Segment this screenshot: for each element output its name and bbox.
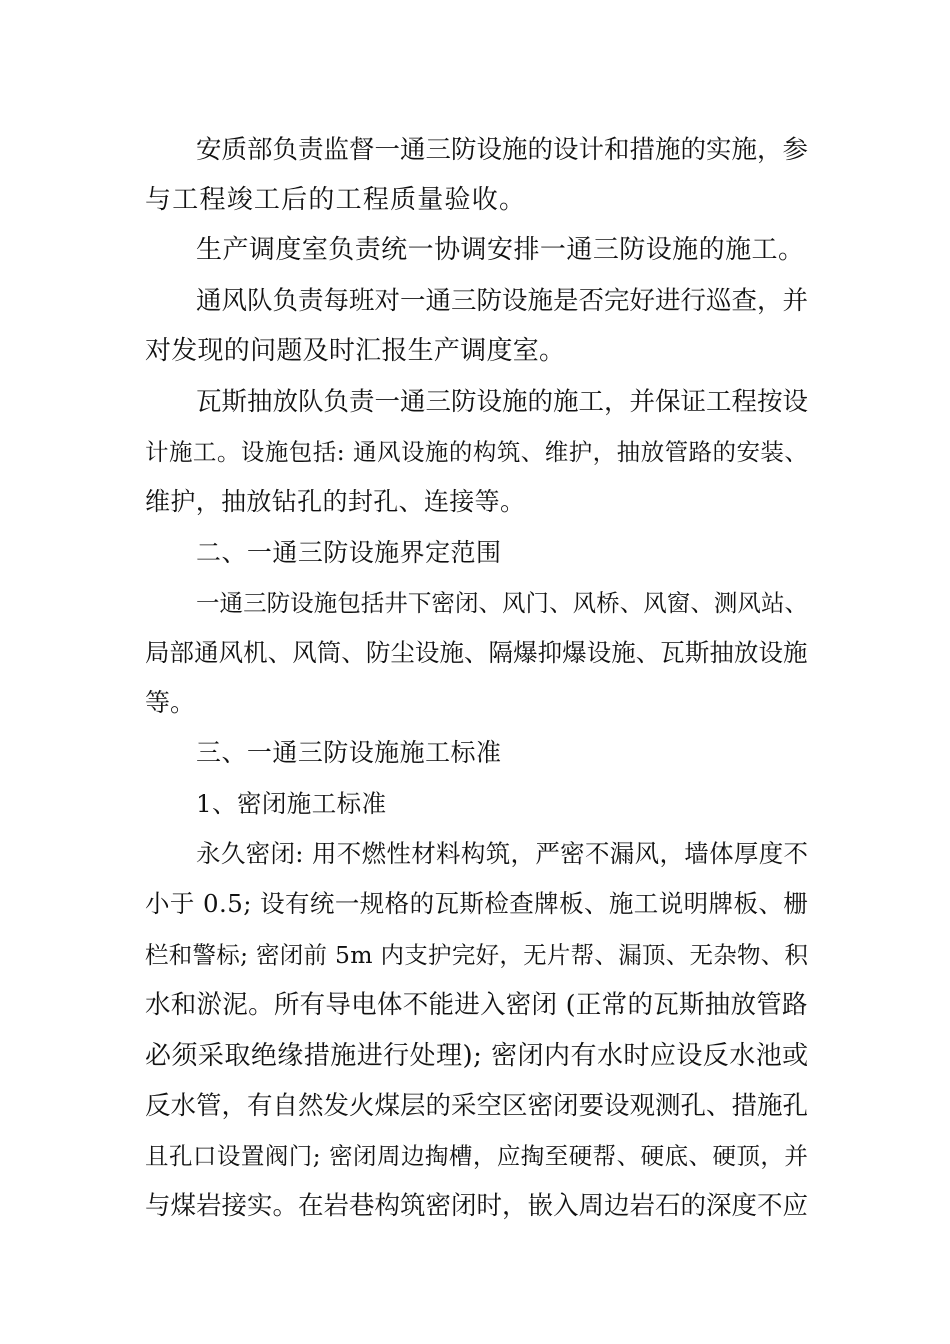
text-line: 且孔口设置阀门; 密闭周边掏槽，应掏至硬帮、硬底、硬顶，并 [145, 1142, 809, 1170]
text-line: 永久密闭: 用不燃性材料构筑，严密不漏风，墙体厚度不 [196, 839, 809, 868]
section-heading: 二、一通三防设施界定范围 [196, 538, 502, 567]
text-line: 安质部负责监督一通三防设施的设计和措施的实施，参 [196, 135, 809, 165]
subsection-heading: 1、密闭施工标准 [196, 789, 387, 818]
text-line: 对发现的问题及时汇报生产调度室。 [145, 336, 566, 366]
text-line: 小于 0.5; 设有统一规格的瓦斯检查牌板、施工说明牌板、栅 [145, 889, 809, 918]
section-heading: 三、一通三防设施施工标准 [196, 738, 502, 767]
text-line: 通风队负责每班对一通三防设施是否完好进行巡查，并 [196, 286, 809, 316]
text-line: 局部通风机、风筒、防尘设施、隔爆抑爆设施、瓦斯抽放设施 [145, 638, 808, 667]
text-line: 生产调度室负责统一协调安排一通三防设施的施工。 [196, 235, 805, 265]
text-line: 反水管，有自然发火煤层的采空区密闭要设观测孔、措施孔 [145, 1091, 809, 1121]
text-line: 维护，抽放钻孔的封孔、连接等。 [145, 487, 526, 516]
text-line: 与工程竣工后的工程质量验收。 [145, 185, 527, 215]
text-line: 一通三防设施包括井下密闭、风门、风桥、风窗、测风站、 [196, 589, 809, 617]
text-line: 必须采取绝缘措施进行处理); 密闭内有水时应设反水池或 [145, 1041, 809, 1071]
text-line: 等。 [145, 688, 196, 717]
text-line: 计施工。设施包括: 通风设施的构筑、维护，抽放管路的安装、 [145, 438, 809, 466]
text-line: 水和淤泥。所有导电体不能进入密闭 (正常的瓦斯抽放管路 [145, 990, 808, 1020]
text-line: 瓦斯抽放队负责一通三防设施的施工，并保证工程按设 [196, 387, 809, 417]
text-line: 与煤岩接实。在岩巷构筑密闭时，嵌入周边岩石的深度不应 [145, 1191, 809, 1221]
text-line: 栏和警标; 密闭前 5m 内支护完好，无片帮、漏顶、无杂物、积 [145, 941, 809, 969]
